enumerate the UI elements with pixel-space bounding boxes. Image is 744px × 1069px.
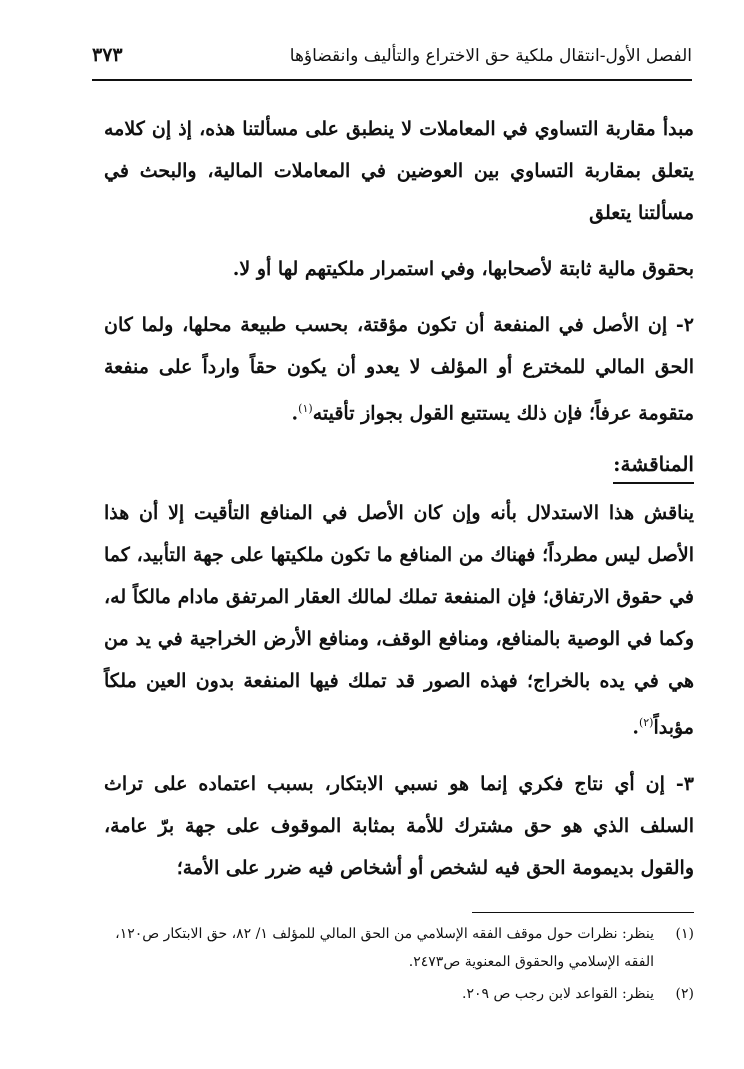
- paragraph-4-text: يناقش هذا الاستدلال بأنه وإن كان الأصل في المنافع التأقيت إلا أن هذا الأصل ليس مطرداً؛ فهناك من المنافع ما تكون ملكيتها على جهة التأبيد، كما في حقوق الارتفاق؛ فإن المنفعة تملك لمالك العقار المرتفق مادام مالكاً له، وكما في الوصية بالمنافع، ومنافع الوقف، ومنافع الأرض الخراجية في يد من هي في يده بالخراج؛ فهذه الصور قد تملك فيها المنفعة بدون العين ملكاً مؤبداً: [104, 502, 694, 739]
- footnote-text: ينظر: القواعد لابن رجب ص ٢٠٩.: [461, 986, 654, 1002]
- paragraph-3-end: .: [291, 402, 299, 425]
- footnote-1: [104, 920, 694, 976]
- paragraph-3-text: ٢- إن الأصل في المنفعة أن تكون مؤقتة، بحسب طبيعة محلها، ولما كان الحق المالي للمخترع أو المؤلف لا يعدو أن يكون حقاً وارداً على منفعة متقومة عرفاً؛ فإن ذلك يستتبع القول بجواز تأقيته: [104, 314, 694, 425]
- footnote-ref-1: (١): [298, 402, 313, 415]
- footnote-rule: [472, 912, 694, 913]
- footnote-number: (٢): [675, 986, 694, 1002]
- page-header: [92, 38, 692, 78]
- running-title: الفصل الأول-انتقال ملكية حق الاختراع والتأليف وانقضاؤها: [289, 46, 692, 66]
- footnote-2: [104, 980, 694, 1008]
- paragraph-5: ٣- إن أي نتاج فكري إنما هو نسبي الابتكار، بسبب اعتماده على تراث السلف الذي هو حق مشترك للأمة بمثابة الموقوف على جهة برّ عامة، والقول بديمومة الحق فيه لشخص أو أشخاص فيه ضرر على الأمة؛: [104, 772, 694, 879]
- footnote-ref-2: (٢): [638, 716, 654, 730]
- paragraph-4: [104, 492, 694, 748]
- paragraph-3: [104, 304, 694, 434]
- main-text: [104, 108, 694, 889]
- section-heading-discussion: المناقشة:: [613, 448, 694, 484]
- page-number: ٣٧٣: [92, 44, 123, 66]
- footnotes: [104, 920, 694, 1012]
- paragraph-2: بحقوق مالية ثابتة لأصحابها، وفي استمرار ملكيتهم لها أو لا.: [232, 258, 694, 280]
- footnote-text: ينظر: نظرات حول موقف الفقه الإسلامي من الحق المالي للمؤلف ١/ ٨٢، حق الابتكار ص١٢٠، الفقه الإسلامي والحقوق المعنوية ص٢٤٧٣.: [115, 926, 654, 970]
- footnote-number: (١): [675, 926, 694, 942]
- paragraph-1: مبدأ مقاربة التساوي في المعاملات لا ينطبق على مسألتنا هذه، إذ إن كلامه يتعلق بمقاربة التساوي بين العوضين في المعاملات المالية، والبحث في مسألتنا يتعلق: [104, 118, 694, 224]
- paragraph-4-end: .: [632, 716, 639, 739]
- header-rule: [92, 79, 692, 81]
